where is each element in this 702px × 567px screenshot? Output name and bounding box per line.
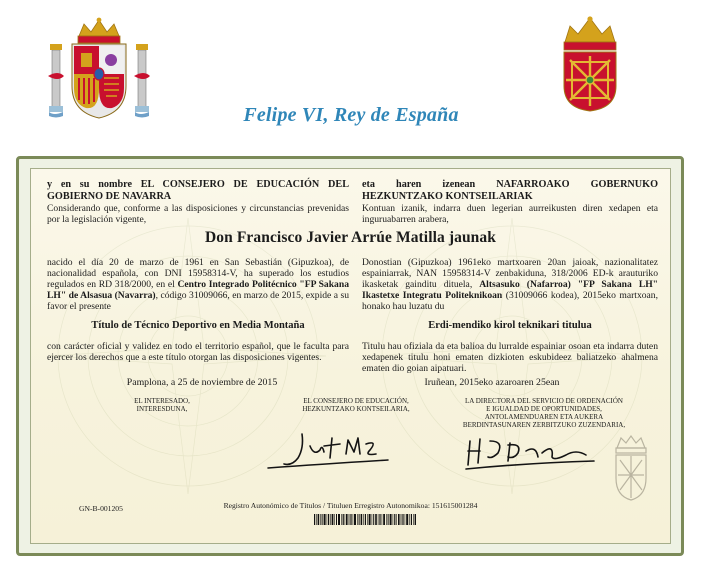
- center-name-es: Centro Integrado Politécnico "FP Sakana LH" de Alsasua (Navarra): [47, 279, 349, 301]
- validity-es: con carácter oficial y validez en todo el territorio español, que le faculta para ejercer los derechos que a este título otorgan las disposiciones vigentes.: [47, 341, 349, 363]
- bio-es: [47, 257, 349, 312]
- intro-bold-es: y en su nombre EL CONSEJERO DE EDUCACIÓN DEL GOBIERNO DE NAVARRA: [47, 179, 349, 202]
- registry-number: Registro Autonómico de Títulos / Tituluen Erregistro Autonomikoa: 151615001284: [223, 501, 478, 510]
- intro-text-eu: Kontuan izanik, indarra duen legerian aurreikusten diren xedapen eta inguruabarren arabera,: [362, 203, 658, 225]
- bio-text-eu-end: (31009066 kodea), 2015eko martxoan, honako hau luzatu du: [362, 290, 658, 312]
- holder-name: Don Francisco Javier Arrúe Matilla jaunak: [205, 229, 496, 246]
- place-date-eu: Iruñean, 2015eko azaroaren 25ean: [424, 377, 560, 388]
- center-name-eu: Altsasuko (Nafarroa) "FP Sakana LH" Ikastetxe Integratu Politeknikoan: [362, 279, 659, 301]
- place-date-es: Pamplona, a 25 de noviembre de 2015: [126, 377, 278, 388]
- bio-text-es: nacido el día 20 de marzo de 1961 en San Sebastián (Gipuzkoa), de nacionalidad española, con DNI 15958314-V, ha superado los estudios regulados en RD 318/2000, en el: [47, 257, 349, 290]
- heading-title: Felipe VI, Rey de España: [243, 104, 459, 126]
- document-code: GN-B-001205: [79, 504, 123, 513]
- signature-label-interested: EL INTERESADO, INTERESDUNA,: [134, 397, 190, 413]
- degree-title-eu: Erdi-mendiko kirol teknikari titulua: [428, 320, 592, 331]
- signature-director: [458, 433, 598, 473]
- intro-eu: [362, 179, 658, 225]
- intro-es: [47, 179, 349, 225]
- bio-text-es-end: , código 31009066, en marzo de 2015, expide a su favor el presente: [47, 290, 349, 312]
- degree-title-es: Título de Técnico Deportivo en Media Montaña: [91, 320, 305, 331]
- bio-eu: [362, 257, 658, 312]
- navarre-coat-of-arms-icon: [556, 16, 624, 112]
- barcode-icon: [314, 514, 416, 525]
- signature-consejero: [262, 424, 394, 474]
- validity-eu: Titulu hau ofiziala da eta balioa du lurralde espainiar osoan eta indarra duten xedapenek titulu honi ematen dizkioten eskubideez baliatzeko ahalmena ematen dio goian aipatuari.: [362, 341, 658, 374]
- intro-text-es: Considerando que, conforme a las disposiciones y circunstancias prevenidas por la legislación vigente,: [47, 203, 349, 225]
- intro-bold-eu: eta haren izenean NAFARROAKO GOBERNUKO HEZKUNTZAKO KONTSEILARIAK: [362, 179, 658, 202]
- signature-label-director: LA DIRECTORA DEL SERVICIO DE ORDENACIÓN E IGUALDAD DE OPORTUNIDADES, ANTOLAMENDUAREN ETA AUKERA BERDINTASUNAREN ZERBITZUKO ZUZENDARIA,: [462, 397, 626, 429]
- navarre-embossed-seal-icon: [610, 434, 652, 502]
- signature-label-consejero: EL CONSEJERO DE EDUCACIÓN, HEZKUNTZAKO KONTSEILARIA,: [302, 397, 410, 413]
- bio-text-eu: Donostian (Gipuzkoa) 1961eko martxoaren 20an jaioak, nazionalitatez espainiarrak, NAN 15958314-V zenbakiduna, 318/2006 ED-k arauturiko ikasketak gainditu dituela,: [362, 257, 658, 290]
